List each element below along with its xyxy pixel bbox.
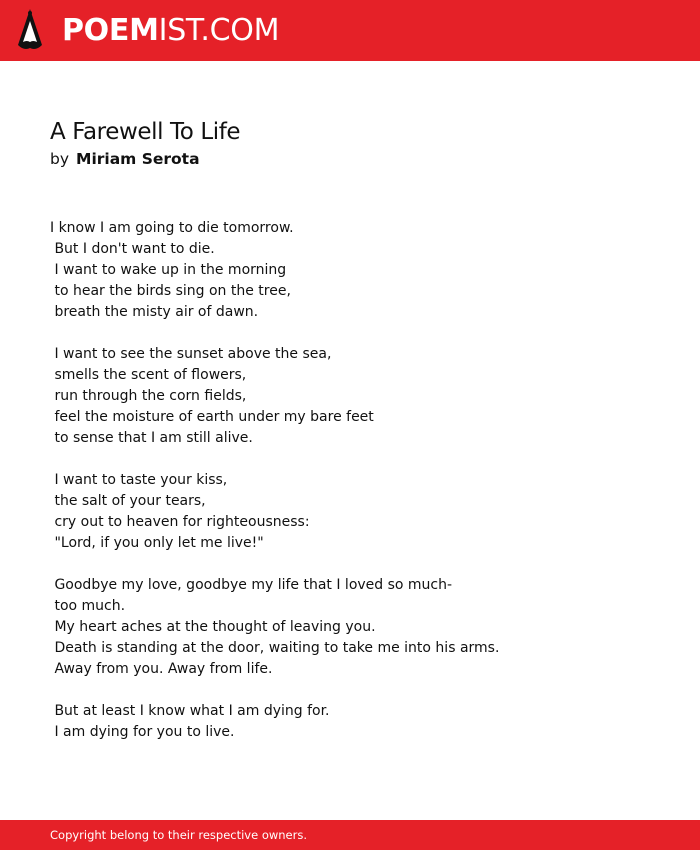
author-name: Miriam Serota [76,150,200,168]
brand-light-text: IST.COM [158,13,280,48]
site-footer [0,820,700,850]
poem-byline [50,148,200,170]
pen-nib-icon[interactable] [17,9,43,51]
copyright-text: Copyright belong to their respective owners. [50,828,308,842]
poem-text: I know I am going to die tomorrow. But I don't want to die. I want to wake up in the morning to hear the birds sing on the tree, breath the misty air of dawn. I want to see the sunset above the sea, smells the scent of flowers, run through the corn fields, feel the moisture of earth under my bare feet to sense that I am still alive. I want to taste your kiss, the salt of your tears, cry out to heaven for righteousness: "Lord, if you only let me live!" Goodbye my love, goodbye my life that I loved so much- too much. My heart aches at the thought of leaving you. Death is standing at the door, waiting to take me into his arms. Away from you. Away from life. But at least I know what I am dying for. I am dying for you to live. [50,220,500,740]
site-logo-text[interactable] [62,11,279,51]
by-label: by [50,150,70,168]
brand-bold-text: POEM [62,13,159,48]
poem-title: A Farewell To Life [50,119,241,145]
site-header [0,0,700,61]
